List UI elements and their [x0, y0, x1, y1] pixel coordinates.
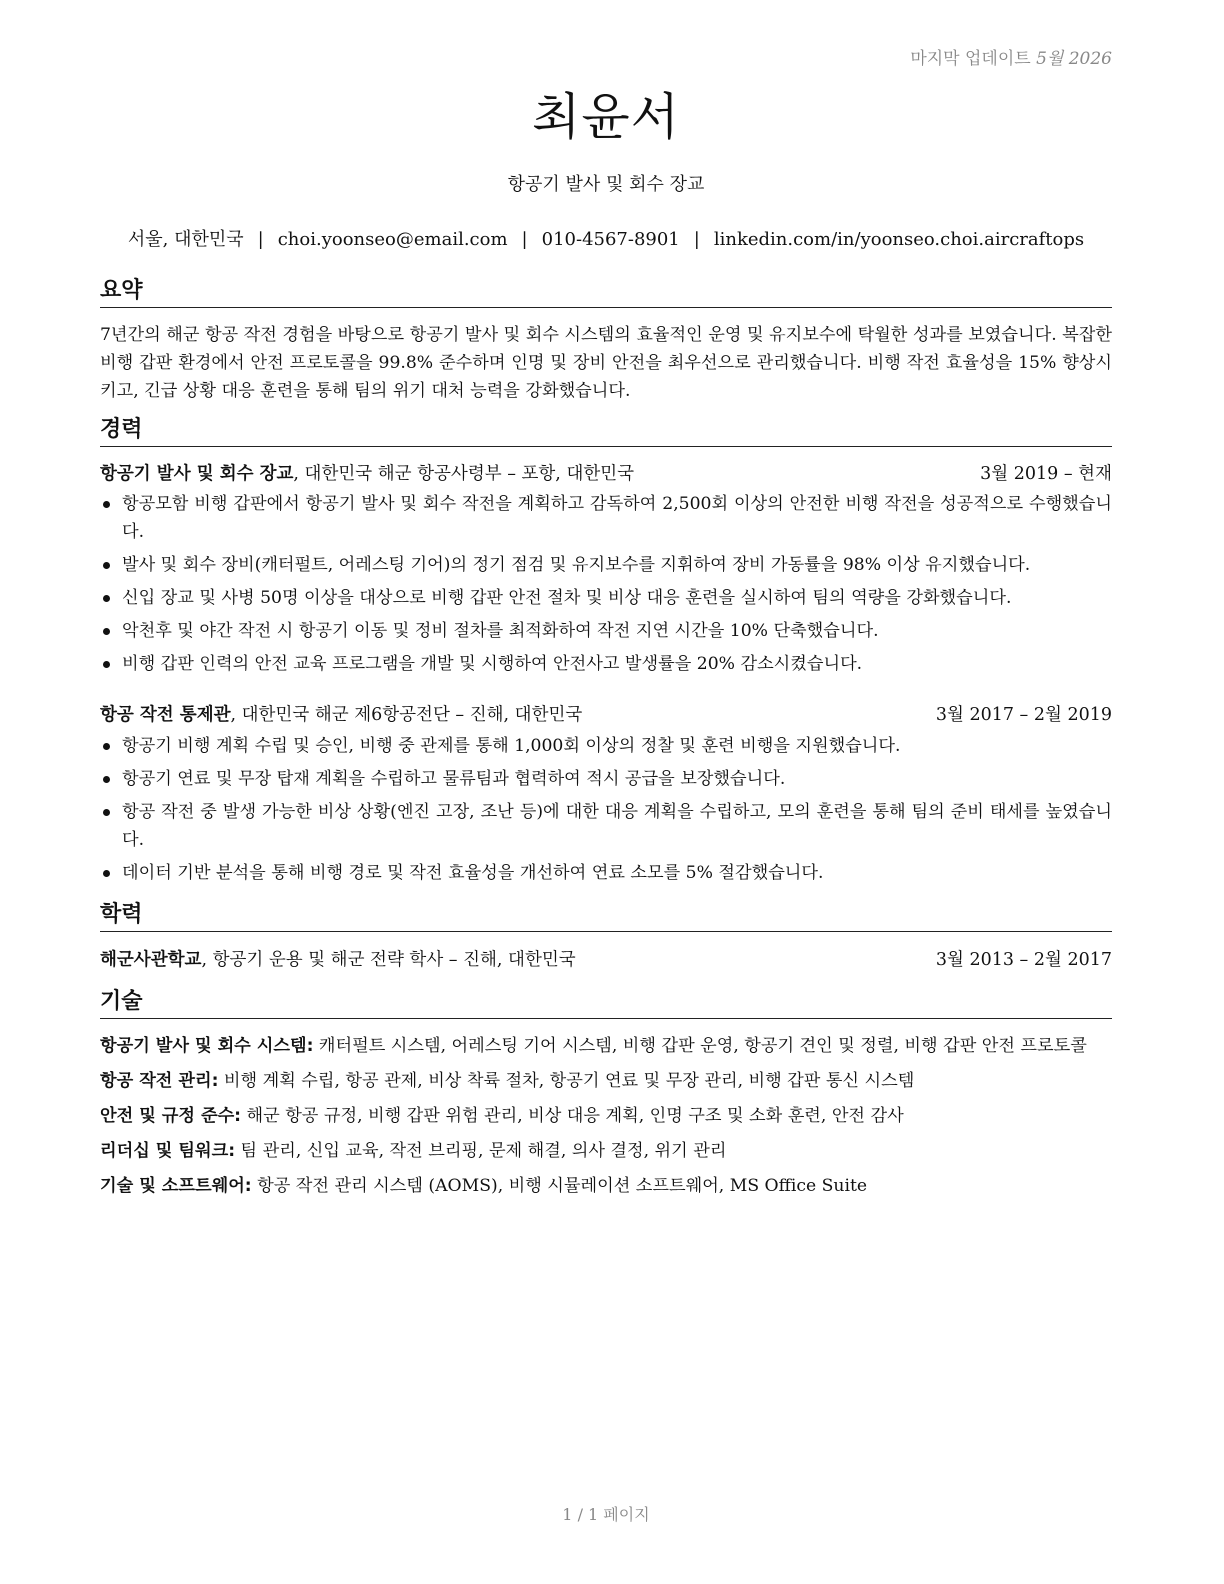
- skill-row: [100, 1102, 1112, 1130]
- bullet-item: [100, 617, 1112, 645]
- skill-row: [100, 1137, 1112, 1165]
- contact-location: 서울, 대한민국: [127, 229, 244, 250]
- skill-value: 팀 관리, 신입 교육, 작전 브리핑, 문제 해결, 의사 결정, 위기 관리: [235, 1141, 727, 1161]
- contact-phone[interactable]: 010-4567-8901: [541, 229, 680, 250]
- skill-label: 리더십 및 팀워크:: [100, 1141, 236, 1161]
- skill-value: 해군 항공 규정, 비행 갑판 위험 관리, 비상 대응 계획, 인명 구조 및 소화 훈련, 안전 감사: [241, 1106, 904, 1126]
- education-dates: 3월 2013 – 2월 2017: [935, 950, 1112, 970]
- bullet-dot-icon: [103, 628, 110, 635]
- bullet-item: [100, 650, 1112, 678]
- job-role: 항공 작전 통제관: [100, 705, 231, 725]
- education-entry: [100, 948, 1112, 972]
- bullet-dot-icon: [103, 743, 110, 750]
- contact-separator: |: [521, 229, 528, 250]
- job-bullets: [100, 490, 1112, 683]
- bullet-text: 비행 갑판 인력의 안전 교육 프로그램을 개발 및 시행하여 안전사고 발생률을 20% 감소시켰습니다.: [122, 654, 863, 674]
- contact-linkedin[interactable]: linkedin.com/in/yoonseo.choi.aircraftops: [713, 229, 1085, 250]
- contact-email[interactable]: choi.yoonseo@email.com: [277, 229, 508, 250]
- bullet-dot-icon: [103, 595, 110, 602]
- job-organization: , 대한민국 해군 항공사령부 – 포항, 대한민국: [293, 464, 635, 484]
- bullet-item: [100, 584, 1112, 612]
- job-header: [100, 703, 1112, 727]
- last-updated: [910, 44, 1112, 69]
- bullet-dot-icon: [103, 776, 110, 783]
- bullet-text: 항공모함 비행 갑판에서 항공기 발사 및 회수 작전을 계획하고 감독하여 2,500회 이상의 안전한 비행 작전을 성공적으로 수행했습니다.: [122, 494, 1112, 542]
- candidate-headline: 항공기 발사 및 회수 장교: [507, 174, 705, 195]
- skill-label: 기술 및 소프트웨어:: [100, 1176, 252, 1196]
- bullet-text: 신입 장교 및 사병 50명 이상을 대상으로 비행 갑판 안전 절차 및 비상 대응 훈련을 실시하여 팀의 역량을 강화했습니다.: [122, 588, 1012, 608]
- bullet-dot-icon: [103, 562, 110, 569]
- bullet-item: [100, 732, 1112, 760]
- skill-label: 안전 및 규정 준수:: [100, 1106, 242, 1126]
- skill-value: 캐터펄트 시스템, 어레스팅 기어 시스템, 비행 갑판 운영, 항공기 견인 및 정렬, 비행 갑판 안전 프로토콜: [313, 1036, 1087, 1056]
- resume-page: [100, 0, 1112, 1584]
- job-dates: 3월 2019 – 현재: [980, 464, 1112, 484]
- section-title-education: 학력: [100, 901, 1112, 932]
- contact-line: [100, 225, 1112, 251]
- summary-text: 7년간의 해군 항공 작전 경험을 바탕으로 항공기 발사 및 회수 시스템의 효율적인 운영 및 유지보수에 탁월한 성과를 보였습니다. 복잡한 비행 갑판 환경에서 안전 프로토콜을 99.8% 준수하며 인명 및 장비 안전을 최우선으로 관리했습니다. 비행 작전 효율성을 15% 향상시키고, 긴급 상황 대응 훈련을 통해 팀의 위기 대처 능력을 강화했습니다.: [100, 325, 1112, 401]
- education-detail: , 항공기 운용 및 해군 전략 학사 – 진해, 대한민국: [201, 950, 576, 970]
- last-updated-prefix: 마지막 업데이트: [910, 49, 1031, 69]
- bullet-text: 발사 및 회수 장비(캐터펄트, 어레스팅 기어)의 정기 점검 및 유지보수를 지휘하여 장비 가동률을 98% 이상 유지했습니다.: [122, 555, 1031, 575]
- job-header: [100, 462, 1112, 486]
- skill-row: [100, 1172, 1112, 1200]
- section-title-experience: 경력: [100, 416, 1112, 447]
- last-updated-date: 5월 2026: [1036, 49, 1112, 69]
- bullet-dot-icon: [103, 809, 110, 816]
- bullet-text: 항공기 연료 및 무장 탑재 계획을 수립하고 물류팀과 협력하여 적시 공급을 보장했습니다.: [122, 769, 786, 789]
- skill-value: 비행 계획 수립, 항공 관제, 비상 착륙 절차, 항공기 연료 및 무장 관리, 비행 갑판 통신 시스템: [218, 1071, 915, 1091]
- bullet-text: 항공기 비행 계획 수립 및 승인, 비행 중 관제를 통해 1,000회 이상의 정찰 및 훈련 비행을 지원했습니다.: [122, 736, 901, 756]
- bullet-item: [100, 551, 1112, 579]
- education-school: 해군사관학교: [100, 950, 202, 970]
- job-role: 항공기 발사 및 회수 장교: [100, 464, 294, 484]
- contact-separator: |: [693, 229, 700, 250]
- bullet-text: 항공 작전 중 발생 가능한 비상 상황(엔진 고장, 조난 등)에 대한 대응 계획을 수립하고, 모의 훈련을 통해 팀의 준비 태세를 높였습니다.: [122, 802, 1112, 850]
- skills-list: [100, 1032, 1112, 1207]
- bullet-item: [100, 859, 1112, 887]
- skill-label: 항공 작전 관리:: [100, 1071, 219, 1091]
- candidate-name: 최윤서: [532, 88, 680, 146]
- bullet-item: [100, 765, 1112, 793]
- job-dates: 3월 2017 – 2월 2019: [935, 705, 1112, 725]
- bullet-dot-icon: [103, 661, 110, 668]
- job-bullets: [100, 732, 1112, 892]
- page-indicator: 1 / 1 페이지: [562, 1505, 650, 1524]
- skill-label: 항공기 발사 및 회수 시스템:: [100, 1036, 314, 1056]
- bullet-item: [100, 490, 1112, 546]
- bullet-text: 악천후 및 야간 작전 시 항공기 이동 및 정비 절차를 최적화하여 작전 지연 시간을 10% 단축했습니다.: [122, 621, 879, 641]
- bullet-text: 데이터 기반 분석을 통해 비행 경로 및 작전 효율성을 개선하여 연료 소모를 5% 절감했습니다.: [122, 863, 824, 883]
- section-title-summary: 요약: [100, 277, 1112, 308]
- bullet-item: [100, 798, 1112, 854]
- contact-separator: |: [257, 229, 264, 250]
- job-organization: , 대한민국 해군 제6항공전단 – 진해, 대한민국: [230, 705, 583, 725]
- bullet-dot-icon: [103, 870, 110, 877]
- bullet-dot-icon: [103, 501, 110, 508]
- section-title-skills: 기술: [100, 988, 1112, 1019]
- skill-row: [100, 1032, 1112, 1060]
- skill-value: 항공 작전 관리 시스템 (AOMS), 비행 시뮬레이션 소프트웨어, MS Office Suite: [251, 1176, 868, 1196]
- skill-row: [100, 1067, 1112, 1095]
